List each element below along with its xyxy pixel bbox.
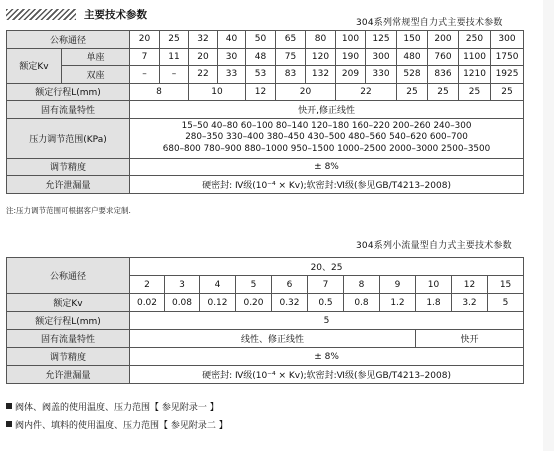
table-cell: ± 8% [130,348,524,366]
table-cell: 15 [488,276,524,294]
precision-label: 调节精度 [7,158,130,176]
table-row [7,366,524,384]
table-cell: 20 [276,83,336,101]
table-cell: 4 [200,276,236,294]
square-bullet-icon [6,421,12,427]
table-row [7,31,524,49]
table-cell: 209 [336,66,366,84]
table-cell: 330 [366,66,397,84]
table-row [7,118,524,158]
footnote [6,418,228,431]
precision-label: 调节精度 [7,348,130,366]
table-cell: 1750 [491,48,524,66]
footnote-text: 阀内件、填料的使用温度、压力范围【 参见附录二 】 [15,421,228,431]
table-cell: 65 [276,31,306,49]
table-cell: ± 8% [130,158,524,176]
flow-characteristic-label: 固有流量特性 [7,101,130,119]
table-cell: 150 [397,31,428,49]
leakage-label: 允许泄漏量 [7,366,130,384]
table-cell: 0.08 [165,294,200,312]
table-row [7,312,524,330]
table-cell: 5 [236,276,272,294]
table-cell: 5 [130,312,524,330]
small-flow-spec-table [6,257,524,384]
table-cell: 32 [189,31,218,49]
table-row [7,348,524,366]
rated-kv-label: 额定Kv [7,48,62,83]
nominal-diameter-label: 公称通径 [7,258,130,294]
rated-stroke-label: 额定行程L(mm) [7,312,130,330]
table-cell: 线性、修正线性 [130,330,416,348]
footnote-text: 阀体、阀盖的使用温度、压力范围【 参见附录一 】 [15,403,219,413]
table-cell: 25 [459,83,491,101]
table-row [7,158,524,176]
table-cell: 1.8 [416,294,452,312]
table-cell: 190 [336,48,366,66]
table-cell: 25 [397,83,428,101]
table1-note: 注:压力调节范围可根据客户要求定制. [6,206,131,215]
rated-kv-label: 额定Kv [7,294,130,312]
table-cell: 200 [428,31,459,49]
table-cell: 25 [160,31,189,49]
table-cell: 8 [344,276,380,294]
table-cell: 7 [130,48,160,66]
table-cell: 11 [160,48,189,66]
square-bullet-icon [6,403,12,409]
table-row [7,176,524,194]
table1-title: 304系列常规型自力式主要技术参数 [356,18,503,28]
table-cell: 250 [459,31,491,49]
table-cell: 25 [428,83,459,101]
nominal-diameter-label: 公称通径 [7,31,130,49]
table-cell: 快开,修正线性 [130,101,524,119]
table-cell: 120 [306,48,336,66]
rated-stroke-label: 额定行程L(mm) [7,83,130,101]
table-cell: 0.12 [200,294,236,312]
table-cell: 3 [165,276,200,294]
table-cell: 硬密封: Ⅳ级(10⁻⁴ × Kv);软密封:Ⅵ级(参见GB/T4213–2008) [130,366,524,384]
table-row [7,48,524,66]
standard-spec-table [6,30,524,194]
table-cell: 0.20 [236,294,272,312]
table-cell: 20 [130,31,160,49]
table-row [7,258,524,276]
table-cell: 50 [246,31,276,49]
table-cell: – [160,66,189,84]
table-cell: 20 [189,48,218,66]
table-cell: 1.2 [380,294,416,312]
table-row [7,101,524,119]
table-cell: 9 [380,276,416,294]
table-cell: 33 [218,66,246,84]
flow-characteristic-label: 固有流量特性 [7,330,130,348]
table-cell: 528 [397,66,428,84]
table-row [7,83,524,101]
table-cell: 0.32 [272,294,308,312]
footnote [6,400,219,413]
table-cell: 8 [130,83,189,101]
table-cell: 25 [491,83,524,101]
table-row [7,66,524,84]
table-cell: 40 [218,31,246,49]
section-title: 主要技术参数 [84,9,147,21]
table-cell: 300 [491,31,524,49]
table-cell: 2 [130,276,165,294]
table-cell: 硬密封: Ⅳ级(10⁻⁴ × Kv);软密封:Ⅵ级(参见GB/T4213–2008) [130,176,524,194]
table-cell: 48 [246,48,276,66]
table-row [7,294,524,312]
table-cell: 6 [272,276,308,294]
table-cell: 836 [428,66,459,84]
table-cell: 480 [397,48,428,66]
table-cell: 10 [189,83,246,101]
leakage-label: 允许泄漏量 [7,176,130,194]
table-cell: 20、25 [130,258,524,276]
table-cell: 22 [336,83,397,101]
table-row [7,330,524,348]
table2-title: 304系列小流量型自力式主要技术参数 [356,241,512,251]
table-cell: – [130,66,160,84]
table-cell: 80 [306,31,336,49]
table-cell: 760 [428,48,459,66]
table-cell: 0.02 [130,294,165,312]
pressure-range-line: 15–50 40–80 60–100 80–140 120–180 160–220 200–260 240–300 [181,120,472,131]
table-cell: 100 [336,31,366,49]
table-cell: 5 [488,294,524,312]
table-cell: 22 [189,66,218,84]
double-seat-label: 双座 [62,66,130,84]
table-cell: 0.8 [344,294,380,312]
table-cell: 75 [276,48,306,66]
pressure-range-values [130,118,524,158]
table-cell: 0.5 [308,294,344,312]
table-cell: 125 [366,31,397,49]
table-cell: 83 [276,66,306,84]
table-cell: 53 [246,66,276,84]
single-seat-label: 单座 [62,48,130,66]
table-cell: 7 [308,276,344,294]
table-cell: 1210 [459,66,491,84]
table-cell: 快开 [416,330,524,348]
pressure-range-line: 280–350 330–400 380–450 430–500 480–560 540–620 600–700 [185,132,468,143]
table-cell: 1100 [459,48,491,66]
table-cell: 300 [366,48,397,66]
table-cell: 132 [306,66,336,84]
table-cell: 1925 [491,66,524,84]
table-cell: 30 [218,48,246,66]
pressure-range-label: 压力调节范围(KPa) [7,118,130,158]
pressure-range-line: 680–800 780–900 880–1000 950–1500 1000–2500 2000–3000 2500–3500 [162,143,491,154]
table-cell: 12 [452,276,488,294]
table-cell: 12 [246,83,276,101]
section-stripe-decoration [6,9,76,20]
table-cell: 3.2 [452,294,488,312]
table-cell: 10 [416,276,452,294]
